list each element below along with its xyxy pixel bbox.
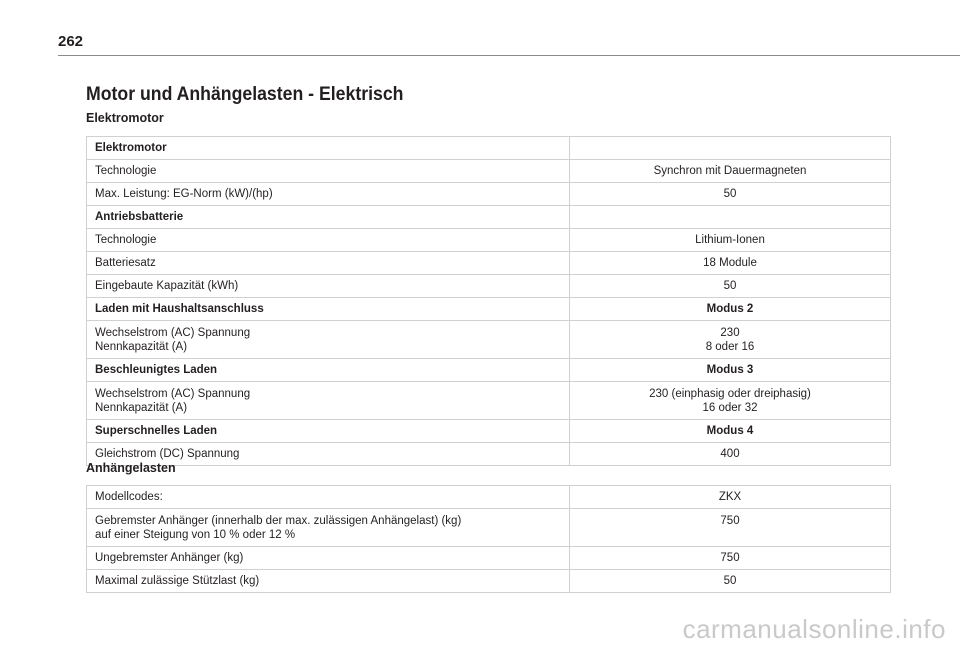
section-heading-trailer-loads: Anhängelasten [86,461,176,475]
table-row-header [87,298,891,321]
table-cell-label: Beschleunigtes Laden [87,359,570,382]
table-cell-value [570,382,891,420]
table-cell-label: Batteriesatz [87,252,570,275]
table-row [87,486,891,509]
table-cell-label: Technologie [87,160,570,183]
table-row-header [87,359,891,382]
table-cell-label: Max. Leistung: EG-Norm (kW)/(hp) [87,183,570,206]
table-cell-value [570,321,891,359]
header-rule [58,55,960,56]
value-line: 230 (einphasig oder dreiphasig) [649,387,811,400]
table-row [87,443,891,466]
table-row [87,160,891,183]
table-row-header [87,420,891,443]
table-cell-label: Gleichstrom (DC) Spannung [87,443,570,466]
table-cell-label: Maximal zulässige Stützlast (kg) [87,570,570,593]
table-row [87,547,891,570]
table-cell-value: Modus 2 [570,298,891,321]
table-cell-label: Modellcodes: [87,486,570,509]
page-number: 262 [58,33,84,50]
table-cell-label: Technologie [87,229,570,252]
table-row [87,382,891,420]
label-line: Nennkapazität (A) [95,401,188,414]
table-cell-value [570,137,891,160]
table-row [87,509,891,547]
table-cell-value: 400 [570,443,891,466]
table-row [87,229,891,252]
section-heading-electric-motor: Elektromotor [86,111,164,125]
table-row [87,321,891,359]
table-cell-label: Laden mit Haushaltsanschluss [87,298,570,321]
table-row [87,275,891,298]
table-row-header [87,206,891,229]
table-cell-label: Eingebaute Kapazität (kWh) [87,275,570,298]
trailer-loads-table [86,485,891,593]
table-row-header [87,137,891,160]
table-cell-value: 18 Module [570,252,891,275]
table-cell-label [87,321,570,359]
watermark-text: carmanualsonline.info [682,614,946,644]
table-cell-value: Modus 3 [570,359,891,382]
table-row [87,252,891,275]
label-line: auf einer Steigung von 10 % oder 12 % [95,528,296,541]
table-row [87,570,891,593]
table-cell-label [87,382,570,420]
table-cell-label: Antriebsbatterie [87,206,570,229]
label-line: Nennkapazität (A) [95,340,188,353]
table-cell-value: ZKX [570,486,891,509]
table-cell-label: Superschnelles Laden [87,420,570,443]
table-cell-value: 50 [570,275,891,298]
table-cell-label: Ungebremster Anhänger (kg) [87,547,570,570]
value-line: 8 oder 16 [705,340,755,353]
table-cell-value: 50 [570,183,891,206]
table-cell-value: Modus 4 [570,420,891,443]
table-cell-label: Elektromotor [87,137,570,160]
electric-motor-table [86,136,891,466]
value-line: 16 oder 32 [702,401,758,414]
label-line: Wechselstrom (AC) Spannung [95,387,251,400]
table-cell-value: Synchron mit Dauermagneten [570,160,891,183]
label-line: Wechselstrom (AC) Spannung [95,326,251,339]
table-cell-value: 750 [570,547,891,570]
table-cell-value: 50 [570,570,891,593]
table-cell-value: Lithium-Ionen [570,229,891,252]
table-cell-label [87,509,570,547]
page-title: Motor und Anhängelasten - Elektrisch [86,84,404,105]
label-line: Gebremster Anhänger (innerhalb der max. zulässigen Anhängelast) (kg) [95,514,462,527]
table-cell-value: 750 [570,509,891,547]
value-line: 230 [720,326,740,339]
table-cell-value [570,206,891,229]
table-row [87,183,891,206]
